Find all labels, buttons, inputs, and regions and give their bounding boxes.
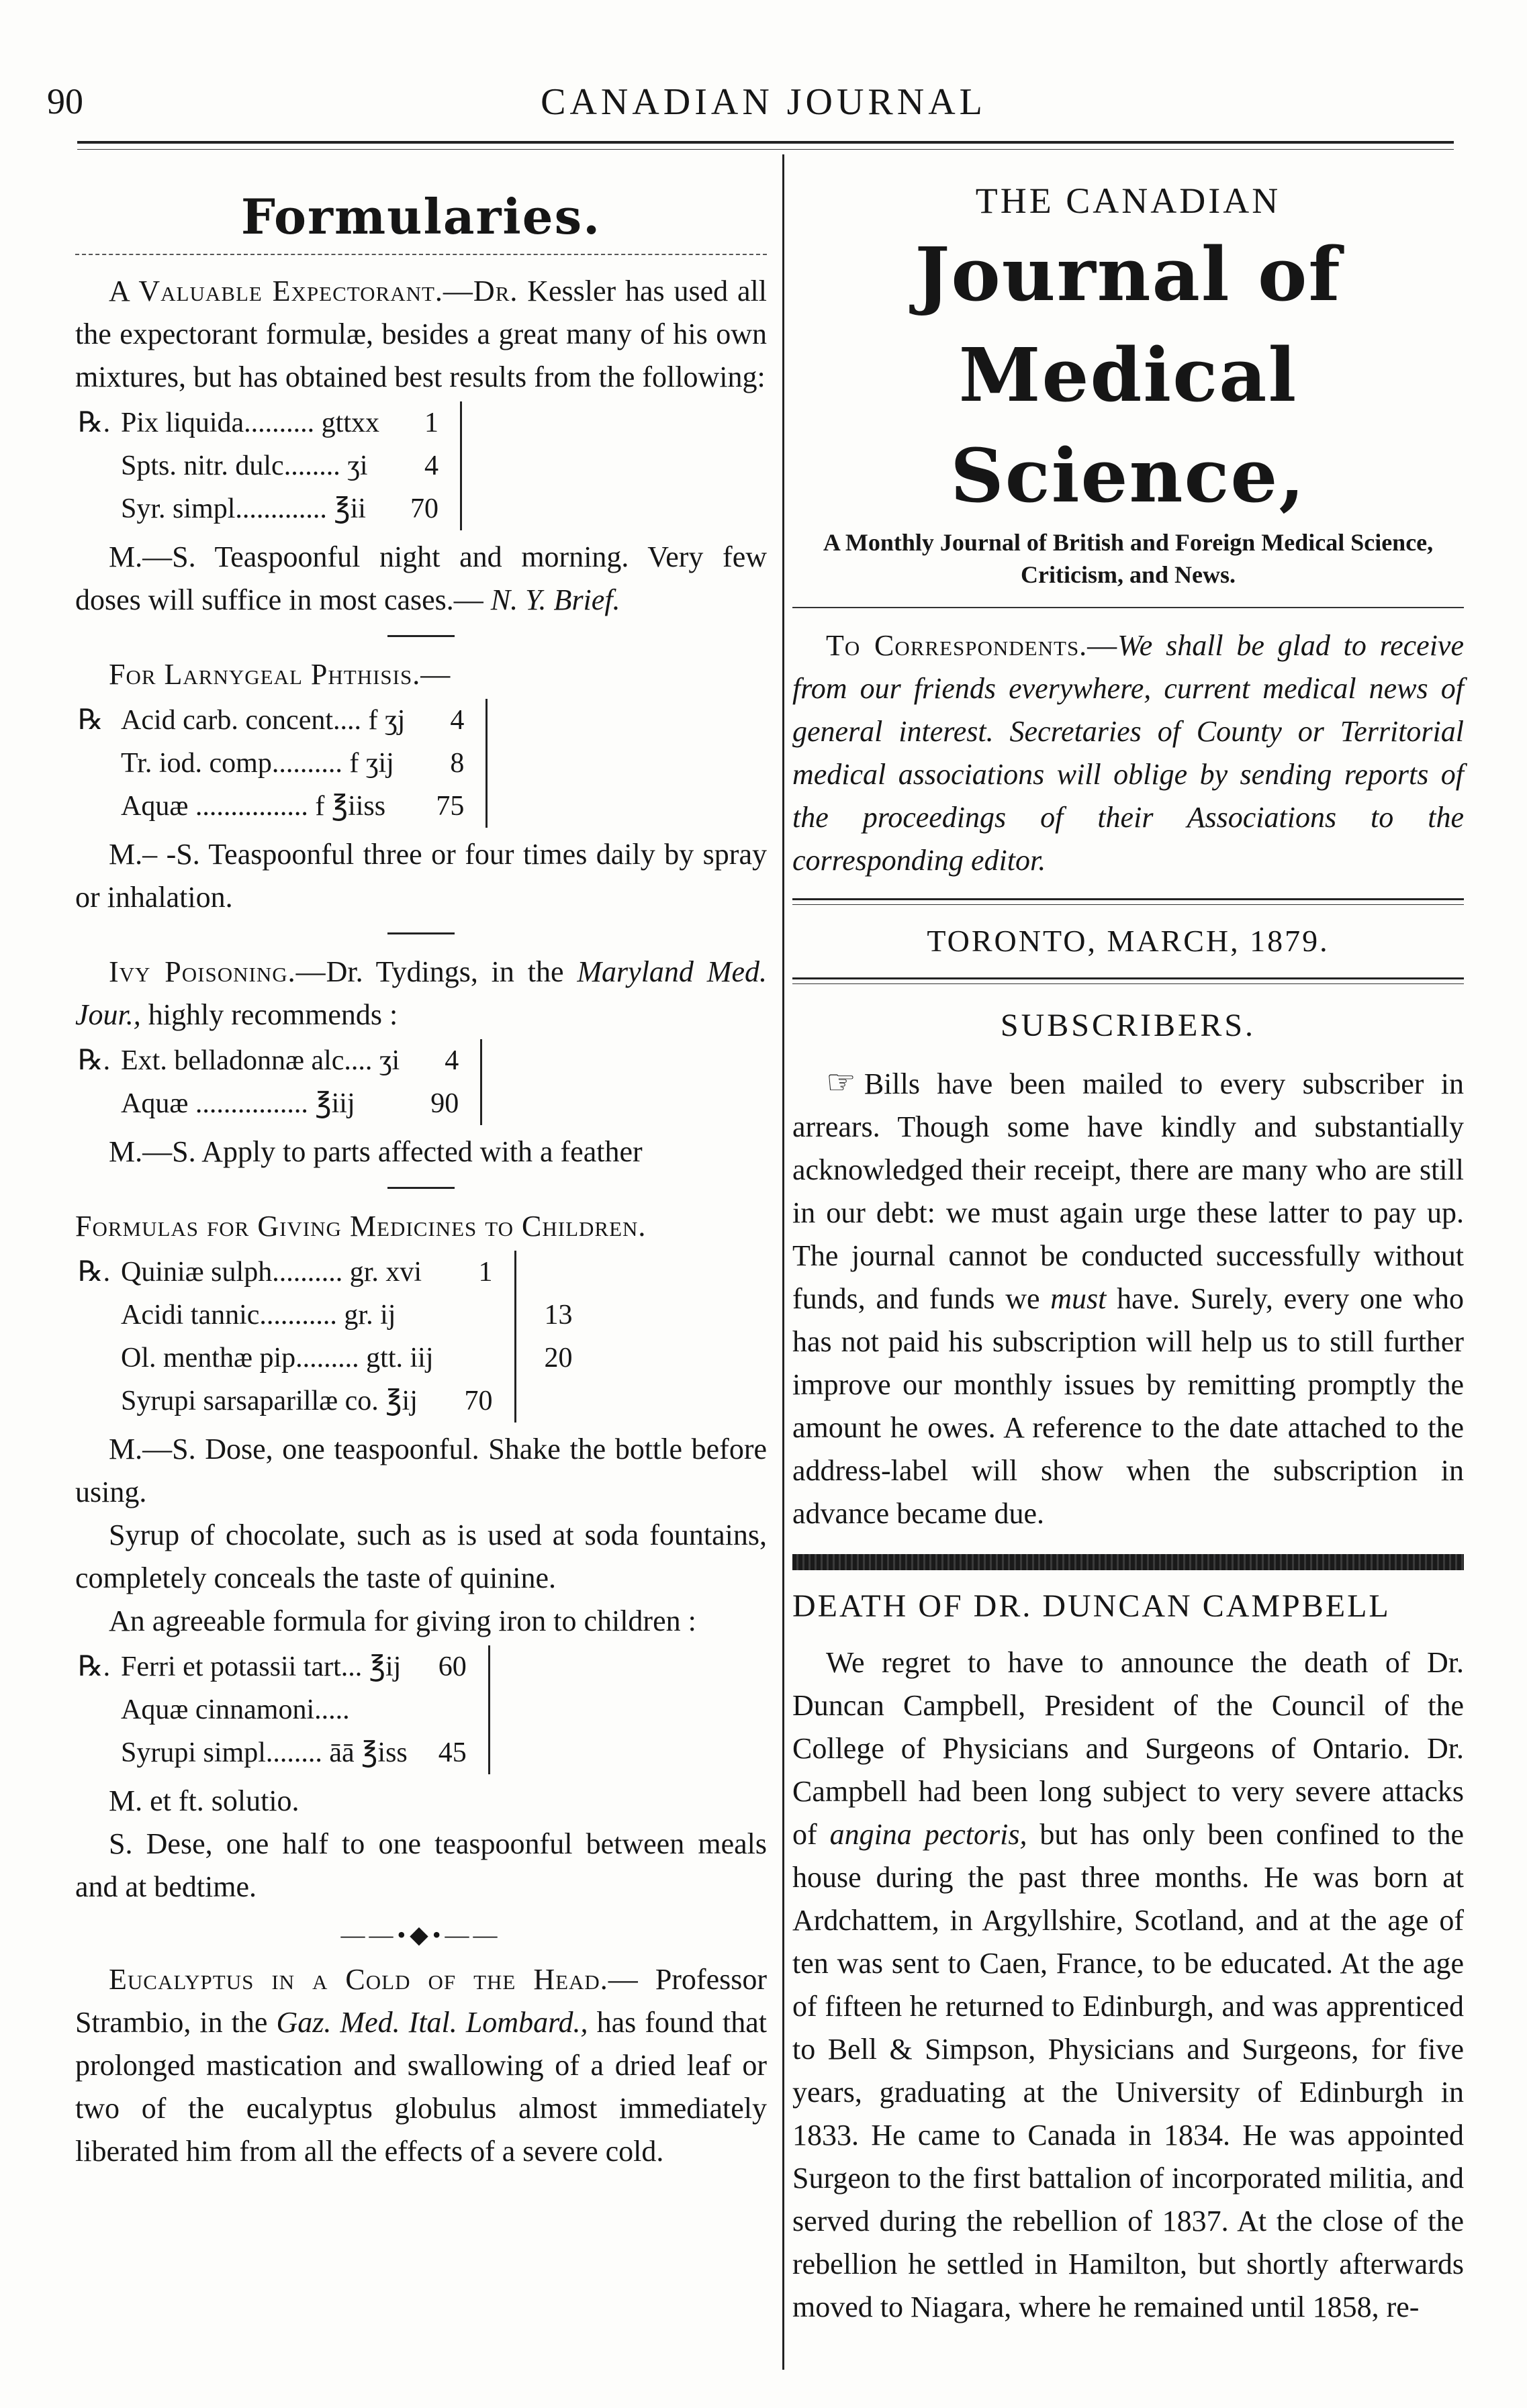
eucalyptus-text-rest: has found that prolonged mastication and swallowing of a dried leaf or two of the eucalyptus globulus almost immediately liberated him from all the effects of a severe cold.	[75, 2006, 768, 2168]
source-citation: N. Y. Brief.	[490, 583, 620, 616]
rx-row	[75, 401, 461, 444]
header-rule	[77, 141, 1454, 150]
rx-symbol	[75, 785, 118, 828]
rx-ingredient: Aquæ ................ ℥iij	[121, 1088, 355, 1119]
rx-bracket	[496, 1294, 516, 1337]
rx-bracket	[467, 742, 487, 785]
correspondents-paragraph	[792, 624, 1464, 882]
ornament-divider: ——•◆•——	[340, 1921, 502, 1948]
rx-row	[75, 1731, 489, 1774]
rx-row	[75, 487, 461, 530]
rx-symbol	[75, 1294, 118, 1337]
directions-text: M.—S. Teaspoonful night and morning. Very few doses will suffice in most cases.—	[75, 540, 767, 616]
death-notice-text-rest: but has only been confined to the house during the past three months. He was born at Ardchattem, in Argyllshire, Scotland, and at the age of ten was sent to Caen, France, to be educated. At the age of fifteen he returned to Edinburgh, and was apprenticed to Bell & Simpson, Physicians and Surgeons, for five years, graduating at the University of Edinburgh in 1833. He came to Canada in 1834. He was appointed Surgeon to the first battalion of incorporated militia, and served during the rebellion of 1837. At the close of the rebellion he settled in Hamilton, but shortly afterwards moved to Niagara, where he remained until 1858, re-	[792, 1818, 1465, 2323]
subscribers-text: Bills have been mailed to every subscriber in arrears. Though some have kindly and substantially acknowledged their receipt, there are many who are still in our debt: we must again urge these latter to pay up. The journal cannot be conducted successfully without funds, and funds we	[792, 1067, 1464, 1315]
death-notice-paragraph	[792, 1641, 1464, 2329]
rx-quantity: 45	[438, 1737, 467, 1768]
short-rule	[387, 1187, 455, 1189]
issue-date: TORONTO, MARCH, 1879.	[927, 924, 1330, 958]
rx-row	[75, 1039, 481, 1082]
rx-bracket	[441, 444, 461, 487]
rx-quantity	[436, 1294, 496, 1337]
ivy-heading: Ivy Poisoning.—	[109, 955, 326, 988]
masthead-subtitle: A Monthly Journal of British and Foreign Medical Science, Criticism, and News.	[823, 529, 1434, 588]
rx-symbol: ℞.	[78, 1257, 111, 1288]
rx-ingredient: Ferri et potassii tart... ℥ij	[121, 1651, 402, 1682]
larnygeal-directions: M.– -S. Teaspoonful three or four times daily by spray or inhalation.	[75, 838, 767, 914]
title-rule	[75, 254, 767, 255]
rx-ingredient: Aquæ cinnamoni.....	[121, 1694, 350, 1725]
rx-bracket	[441, 487, 461, 530]
rx-ingredient: Tr. iod. comp.......... f ʒij	[121, 748, 394, 779]
subscribers-emphasis: must	[1050, 1282, 1107, 1315]
rx-ingredient: Acidi tannic........... gr. ij	[121, 1300, 396, 1331]
masthead-rule	[792, 607, 1464, 608]
children-prescription	[75, 1251, 575, 1423]
rx-symbol: ℞	[78, 705, 103, 736]
rx-ingredient: Syr. simpl............. ℥ii	[121, 493, 366, 524]
rx-ingredient: Spts. nitr. dulc........ ʒi	[121, 450, 368, 481]
masthead-title: Journal of Medical Science,	[915, 231, 1342, 519]
rx-bracket	[441, 401, 461, 444]
rx-ingredient: Quiniæ sulph.......... gr. xvi	[121, 1257, 422, 1288]
rx-row	[75, 1380, 575, 1423]
rx-quantity: 70	[410, 493, 439, 524]
rx-symbol: ℞.	[78, 1651, 111, 1682]
rx-extra-quantity: 20	[544, 1343, 573, 1374]
rx-quantity: 1	[424, 407, 439, 438]
running-title: CANADIAN JOURNAL	[541, 81, 986, 123]
ivy-directions: M.—S. Apply to parts affected with a feather	[109, 1135, 643, 1168]
right-column	[792, 161, 1464, 2329]
rx-bracket	[496, 1251, 516, 1294]
rx-extra-quantity	[515, 1251, 575, 1294]
rx-quantity: 4	[445, 1045, 459, 1076]
left-column	[75, 161, 767, 2173]
death-notice-heading: DEATH OF DR. DUNCAN CAMPBELL	[792, 1588, 1391, 1624]
rx-row	[75, 742, 487, 785]
expectorant-paragraph	[75, 270, 767, 399]
rx-ingredient: Acid carb. concent.... f ʒj	[121, 705, 406, 736]
children-heading-text: Formulas for Giving Medicines to Children.	[75, 1210, 647, 1243]
pointing-hand-icon: ☞	[826, 1063, 856, 1101]
rx-symbol	[75, 444, 118, 487]
rx-extra-quantity: 13	[544, 1300, 573, 1331]
rx-row	[75, 1294, 575, 1337]
section-bar	[792, 1554, 1464, 1570]
death-notice-emphasis: angina pectoris,	[829, 1818, 1027, 1851]
subscribers-text-rest: have. Surely, every one who has not paid his subscription will help us to still further improve our monthly issues by remitting promptly the amount he owes. A reference to the date attached to the address-label will show when the subscription in advance became due.	[792, 1282, 1465, 1530]
page-number: 90	[47, 81, 83, 122]
rx-bracket	[467, 785, 487, 828]
children-directions: M.—S. Dose, one teaspoonful. Shake the bottle before using.	[75, 1433, 767, 1508]
rx-symbol	[75, 487, 118, 530]
column-divider	[782, 154, 784, 2370]
eucalyptus-text: Professor Strambio, in the	[75, 1963, 768, 2039]
rx-extra-quantity	[515, 1380, 575, 1423]
eucalyptus-paragraph	[75, 1958, 767, 2173]
rx-bracket	[496, 1380, 516, 1423]
date-rule-bottom	[792, 977, 1464, 984]
rx-symbol	[75, 1337, 118, 1380]
death-notice-text: We regret to have to announce the death of Dr. Duncan Campbell, President of the Council of the College of Physicians and Surgeons of Ontario. Dr. Campbell had been long subject to very severe attacks of	[792, 1646, 1464, 1851]
ivy-text: Dr. Tydings, in the	[326, 955, 564, 988]
rx-ingredient: Ext. belladonnæ alc.... ʒi	[121, 1045, 400, 1076]
rx-bracket	[496, 1337, 516, 1380]
rx-bracket	[469, 1688, 490, 1731]
expectorant-directions	[75, 536, 767, 622]
section-title: Formularies.	[240, 188, 602, 245]
ivy-prescription	[75, 1039, 482, 1125]
rx-symbol: ℞.	[78, 407, 111, 438]
expectorant-heading: A Valuable Expectorant.—Dr.	[109, 275, 518, 307]
iron-prescription	[75, 1645, 490, 1774]
short-rule	[387, 635, 455, 637]
rx-row	[75, 785, 487, 828]
rx-symbol	[75, 1731, 118, 1774]
correspondents-text: We shall be glad to receive from our friends everywhere, current medical news of general interest. Secretaries of County or Territorial medical associations will oblige by sending reports of the proceedings of their Associations to the corresponding editor.	[792, 629, 1464, 877]
rx-symbol	[75, 1082, 118, 1125]
rx-symbol	[75, 742, 118, 785]
rx-row	[75, 1688, 489, 1731]
rx-quantity: 75	[436, 791, 465, 822]
ivy-paragraph	[75, 951, 767, 1037]
rx-ingredient: Syrupi sarsaparillæ co. ℥ij	[121, 1386, 418, 1416]
rx-row	[75, 1645, 489, 1688]
rx-row	[75, 444, 461, 487]
rx-ingredient: Ol. menthæ pip......... gtt. iij	[121, 1343, 434, 1374]
rx-ingredient: Aquæ ................ f ℥iiss	[121, 791, 386, 822]
rx-symbol	[75, 1688, 118, 1731]
rx-ingredient: Syrupi simpl........ āā ℥iss	[121, 1737, 408, 1768]
rx-quantity: 90	[430, 1088, 459, 1119]
dose-instruction: S. Dese, one half to one teaspoonful between meals and at bedtime.	[75, 1827, 767, 1903]
rx-quantity: 60	[438, 1651, 467, 1682]
short-rule	[387, 932, 455, 934]
larnygeal-heading	[75, 653, 767, 696]
rx-quantity	[436, 1337, 496, 1380]
rx-row	[75, 1082, 481, 1125]
chocolate-paragraph: Syrup of chocolate, such as is used at soda fountains, completely conceals the taste of quinine.	[75, 1519, 767, 1594]
rx-bracket	[461, 1039, 481, 1082]
rx-row	[75, 1251, 575, 1294]
ivy-journal: Maryland Med. Jour.,	[75, 955, 767, 1031]
subscribers-heading: SUBSCRIBERS.	[1000, 1008, 1256, 1043]
expectorant-prescription	[75, 401, 462, 530]
rx-bracket	[469, 1731, 490, 1774]
rx-symbol	[75, 1380, 118, 1423]
iron-intro: An agreeable formula for giving iron to children :	[109, 1604, 696, 1637]
rx-symbol: ℞.	[78, 1045, 111, 1076]
rx-row	[75, 699, 487, 742]
rx-quantity: 8	[450, 748, 465, 779]
mix-instruction: M. et ft. solutio.	[109, 1784, 299, 1817]
rx-quantity: 4	[450, 705, 465, 736]
ivy-text-after: highly recommends :	[148, 998, 398, 1031]
rx-bracket	[461, 1082, 481, 1125]
date-rule	[792, 898, 1464, 905]
masthead-top: THE CANADIAN	[975, 181, 1281, 221]
rx-bracket	[469, 1645, 490, 1688]
running-head	[0, 74, 1527, 134]
rx-quantity: 70	[464, 1386, 493, 1416]
rx-bracket	[467, 699, 487, 742]
rx-quantity: 4	[424, 450, 439, 481]
larnygeal-prescription	[75, 699, 488, 828]
expectorant-text: Kessler has used all the expectorant formulæ, besides a great many of his own mixtures, but has obtained best results from the following:	[75, 275, 767, 393]
rx-quantity	[410, 1688, 469, 1731]
larnygeal-heading-text: For Larnygeal Phthisis.—	[109, 658, 451, 691]
children-heading	[75, 1205, 767, 1248]
rx-quantity: 1	[478, 1257, 493, 1288]
subscribers-paragraph	[792, 1061, 1464, 1535]
correspondents-label: To Correspondents.—	[826, 629, 1118, 662]
eucalyptus-journal: Gaz. Med. Ital. Lombard.,	[276, 2006, 588, 2039]
rx-row	[75, 1337, 575, 1380]
rx-ingredient: Pix liquida.......... gttxx	[121, 407, 380, 438]
eucalyptus-heading: Eucalyptus in a Cold of the Head.—	[109, 1963, 639, 1996]
